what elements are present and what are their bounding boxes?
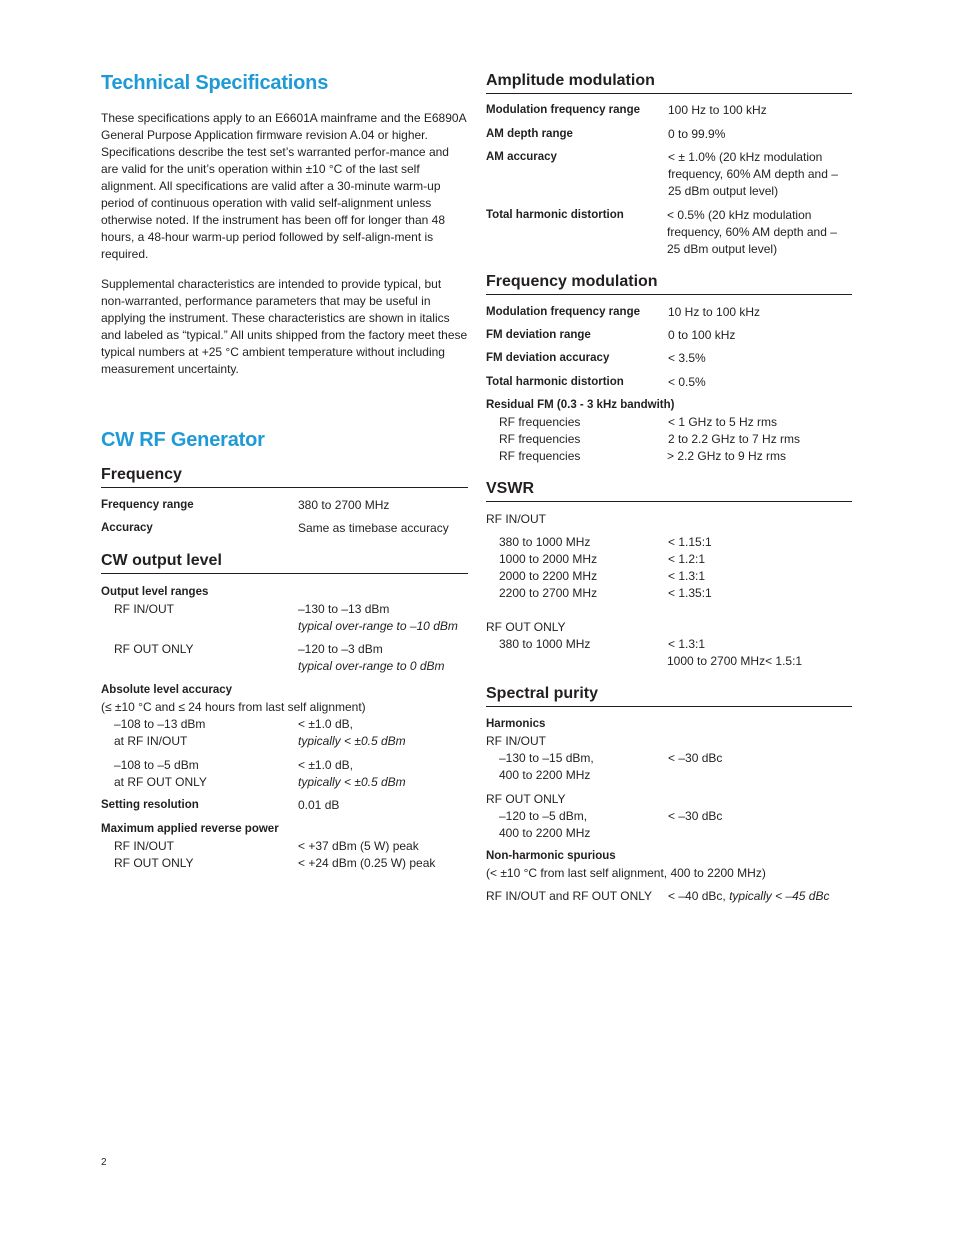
- absolute-level-accuracy-label: Absolute level accuracy: [101, 684, 233, 696]
- spec-label: RF IN/OUT: [114, 602, 174, 616]
- amplitude-modulation-heading: Amplitude modulation: [486, 72, 852, 94]
- spec-value: 0.01 dB: [298, 798, 340, 812]
- intro-paragraph-2: Supplemental characteristics are intended to provide typical, but non-warranted, performance parameters that may be useful in applying the instrument. These characteristics are shown in italics and labeled as “typical.” All units shipped from the factory meet these typical numbers at +25 °C ambient temperature without including measurement uncertainty.: [101, 277, 468, 376]
- typical-value: typically < ±0.5 dBm: [298, 775, 406, 789]
- page-title: Technical Specifications: [101, 72, 329, 94]
- spec-label: Total harmonic distortion: [486, 376, 624, 388]
- typical-value: typical over-range to –10 dBm: [298, 619, 458, 633]
- typical-value: typically < –45 dBc: [729, 889, 830, 903]
- page-number: 2: [101, 1157, 107, 1168]
- spec-label: RF IN/OUT: [114, 839, 174, 853]
- vswr-table: [486, 511, 852, 670]
- spec-label: RF OUT ONLY: [114, 642, 194, 656]
- harmonics-inout-label: RF IN/OUT: [486, 734, 546, 748]
- frequency-table: [101, 497, 468, 537]
- spec-label: FM deviation range: [486, 329, 591, 341]
- spec-label: 380 to 1000 MHz: [499, 535, 591, 549]
- spec-row: [101, 838, 468, 855]
- spec-label: –130 to –15 dBm,: [499, 751, 594, 765]
- spec-value: < ± 1.0% (20 kHz modulation frequency, 60% AM depth and –25 dBm output level): [668, 150, 838, 198]
- spec-row: [486, 374, 852, 391]
- spec-row: [101, 618, 468, 635]
- non-harmonic-label: Non-harmonic spurious: [486, 850, 616, 862]
- spec-label: Accuracy: [101, 522, 153, 534]
- spec-label: RF frequencies: [499, 449, 581, 463]
- spec-row: [486, 750, 852, 767]
- fm-table: [486, 304, 852, 465]
- non-harmonic-note: (< ±10 °C from last self alignment, 400 to 2200 MHz): [486, 866, 766, 880]
- spec-row: [486, 551, 852, 568]
- spec-value: < 1.3:1: [668, 569, 706, 583]
- harmonics-label: Harmonics: [486, 718, 546, 730]
- spec-value: 10 Hz to 100 kHz: [668, 305, 761, 319]
- spec-label: –120 to –5 dBm,: [499, 809, 588, 823]
- spec-value: –130 to –13 dBm: [298, 602, 390, 616]
- residual-fm-label: Residual FM (0.3 - 3 kHz bandwith): [486, 399, 675, 411]
- right-column: [486, 72, 852, 905]
- spec-value: < –30 dBc: [668, 751, 723, 765]
- reverse-power-label: Maximum applied reverse power: [101, 823, 279, 835]
- vswr-heading: VSWR: [486, 480, 852, 502]
- spec-label: RF IN/OUT and RF OUT ONLY: [486, 889, 653, 903]
- spec-value: < 0.5%: [668, 375, 706, 389]
- spec-label: RF OUT ONLY: [114, 856, 194, 870]
- spec-value: < ±1.0 dB,: [298, 758, 353, 772]
- spec-value: 0 to 99.9%: [668, 127, 726, 141]
- spec-row: [486, 448, 852, 465]
- spec-value: 100 Hz to 100 kHz: [668, 103, 767, 117]
- spec-label: Total harmonic distortion: [486, 209, 624, 221]
- spec-value: 380 to 2700 MHz: [298, 498, 390, 512]
- spec-row: [486, 636, 852, 653]
- spectral-purity-heading: Spectral purity: [486, 685, 852, 707]
- purity-table: [486, 716, 852, 905]
- spec-value: < 1.2:1: [668, 552, 706, 566]
- spec-label: –108 to –5 dBm: [114, 758, 199, 772]
- spec-row: [101, 716, 468, 733]
- spec-row: [101, 497, 468, 514]
- spec-label: at RF IN/OUT: [114, 734, 188, 748]
- spec-row: [486, 304, 852, 321]
- spec-row: [101, 774, 468, 791]
- spec-label: 2200 to 2700 MHz: [499, 586, 598, 600]
- spec-row: [101, 797, 468, 814]
- absolute-level-note: (≤ ±10 °C and ≤ 24 hours from last self alignment): [101, 700, 366, 714]
- spec-value: < 1.3:1: [668, 637, 706, 651]
- cw-output-table: [101, 584, 468, 872]
- spec-row: [486, 126, 852, 143]
- spec-label: –108 to –13 dBm: [114, 717, 206, 731]
- left-column: [101, 72, 468, 872]
- spec-value: –120 to –3 dBm: [298, 642, 383, 656]
- spec-row: [486, 653, 852, 670]
- spec-row: [101, 757, 468, 774]
- spec-value: < 0.5% (20 kHz modulation frequency, 60% AM depth and –25 dBm output level): [667, 208, 837, 256]
- spec-label: 400 to 2200 MHz: [499, 768, 591, 782]
- spec-row: [486, 327, 852, 344]
- spec-row: [101, 733, 468, 750]
- frequency-modulation-heading: Frequency modulation: [486, 273, 852, 295]
- spec-value: Same as timebase accuracy: [298, 521, 449, 535]
- spec-label: 380 to 1000 MHz: [499, 637, 591, 651]
- spec-value: < 3.5%: [668, 351, 706, 365]
- harmonics-out-label: RF OUT ONLY: [486, 792, 566, 806]
- spec-row: [101, 658, 468, 675]
- spec-label: FM deviation accuracy: [486, 352, 610, 364]
- spec-row: [486, 102, 852, 119]
- spec-label: Modulation frequency range: [486, 306, 640, 318]
- spec-value: < 1.35:1: [668, 586, 712, 600]
- spec-row: [486, 585, 852, 602]
- spec-value: < ±1.0 dB,: [298, 717, 353, 731]
- spec-value: [668, 888, 852, 905]
- spec-row: [486, 414, 852, 431]
- intro-paragraph-1: These specifications apply to an E6601A mainframe and the E6890A General Purpose Application firmware revision A.04 or higher. Specifications describe the test set’s warranted perfor-mance and are valid for the unit’s operation within ±10 °C of the last self alignment. All specifications are valid after a 30-minute warm-up period of continuous operation with valid self-alignment unless otherwise noted. If the instrument has been off for longer than 48 hours, a 48-hour warm-up period followed by self-align-ment is required.: [101, 111, 466, 261]
- cw-output-level-heading: CW output level: [101, 552, 468, 574]
- spec-row: [486, 568, 852, 585]
- spec-row: [486, 149, 852, 200]
- cw-rf-generator-title: CW RF Generator: [101, 429, 265, 451]
- spec-row: [486, 350, 852, 367]
- spec-value: < +37 dBm (5 W) peak: [298, 839, 419, 853]
- spec-row: [486, 808, 852, 825]
- spec-row: [101, 601, 468, 618]
- spec-value: < 1 GHz to 5 Hz rms: [668, 415, 778, 429]
- spec-label: 2000 to 2200 MHz: [499, 569, 598, 583]
- spec-label: AM accuracy: [486, 151, 557, 163]
- spec-value: < 1.15:1: [668, 535, 712, 549]
- vswr-out-label: RF OUT ONLY: [486, 620, 566, 634]
- spec-label: AM depth range: [486, 128, 573, 140]
- spec-row: [101, 855, 468, 872]
- nh-value: < –40 dBc,: [668, 889, 726, 903]
- spec-row: [486, 534, 852, 551]
- spec-label: RF frequencies: [499, 415, 581, 429]
- spec-row: [486, 207, 852, 258]
- spec-value: > 2.2 GHz to 9 Hz rms: [667, 449, 787, 463]
- spec-value: 2 to 2.2 GHz to 7 Hz rms: [668, 432, 801, 446]
- spec-value: < +24 dBm (0.25 W) peak: [298, 856, 436, 870]
- output-level-ranges-label: Output level ranges: [101, 586, 209, 598]
- typical-value: typically < ±0.5 dBm: [298, 734, 406, 748]
- spec-row: [486, 431, 852, 448]
- spec-value: 1000 to 2700 MHz< 1.5:1: [667, 654, 803, 668]
- typical-value: typical over-range to 0 dBm: [298, 659, 445, 673]
- spec-label: Frequency range: [101, 499, 194, 511]
- spec-row: [101, 520, 468, 537]
- frequency-heading: Frequency: [101, 466, 468, 488]
- spec-label: Setting resolution: [101, 799, 199, 811]
- spec-label: 400 to 2200 MHz: [499, 826, 591, 840]
- spec-label: Modulation frequency range: [486, 104, 640, 116]
- am-table: [486, 102, 852, 258]
- spec-value: < –30 dBc: [668, 809, 723, 823]
- vswr-inout-label: RF IN/OUT: [486, 512, 546, 526]
- spec-value: 0 to 100 kHz: [668, 328, 736, 342]
- spec-label: RF frequencies: [499, 432, 581, 446]
- spec-label: 1000 to 2000 MHz: [499, 552, 598, 566]
- spec-row: [486, 888, 852, 905]
- spec-label: at RF OUT ONLY: [114, 775, 207, 789]
- spec-row: [101, 641, 468, 658]
